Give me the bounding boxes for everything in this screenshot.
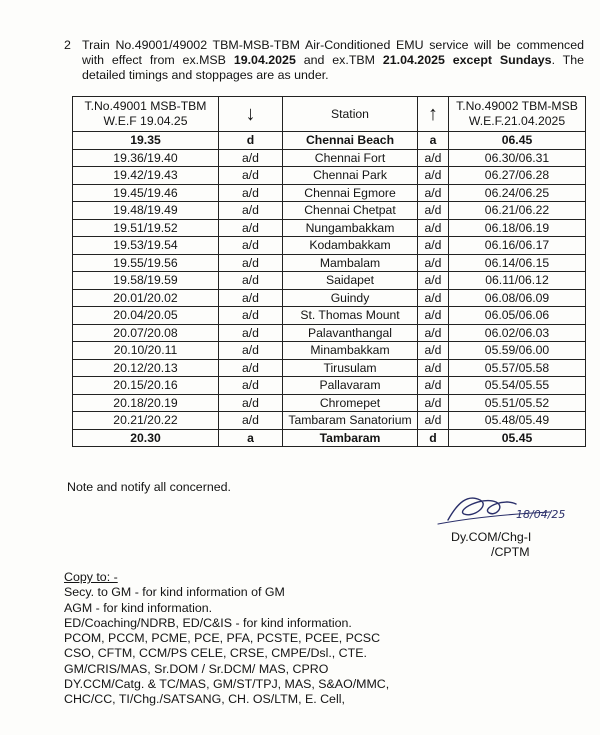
dn-code: a/d bbox=[219, 237, 283, 255]
timetable-body bbox=[73, 132, 586, 447]
station-name: Chennai Park bbox=[283, 167, 418, 185]
up-time: 06.45 bbox=[449, 132, 586, 150]
dn-code: a/d bbox=[219, 167, 283, 185]
station-name: Nungambakkam bbox=[283, 219, 418, 237]
paragraph-text bbox=[82, 38, 584, 83]
dn-time: 20.18/20.19 bbox=[73, 394, 219, 412]
table-row bbox=[73, 429, 586, 447]
designation bbox=[451, 530, 531, 560]
up-time: 06.24/06.25 bbox=[449, 184, 586, 202]
intro-paragraph bbox=[64, 38, 584, 83]
table-row bbox=[73, 219, 586, 237]
copy-to-line: AGM - for kind information. bbox=[64, 600, 213, 615]
up-time: 06.05/06.06 bbox=[449, 307, 586, 325]
dn-code: a/d bbox=[219, 202, 283, 220]
copy-to-line: CHC/CC, TI/Chg./SATSANG, CH. OS/LTM, E. Cell, bbox=[64, 692, 345, 707]
dn-time: 20.07/20.08 bbox=[73, 324, 219, 342]
dn-time: 19.55/19.56 bbox=[73, 254, 219, 272]
up-time: 05.59/06.00 bbox=[449, 342, 586, 360]
station-name: Chennai Chetpat bbox=[283, 202, 418, 220]
station-name: Chennai Egmore bbox=[283, 184, 418, 202]
station-name: St. Thomas Mount bbox=[283, 307, 418, 325]
up-code: d bbox=[418, 429, 449, 447]
station-name: Minambakkam bbox=[283, 342, 418, 360]
up-time: 06.08/06.09 bbox=[449, 289, 586, 307]
up-time: 06.18/06.19 bbox=[449, 219, 586, 237]
up-code: a/d bbox=[418, 202, 449, 220]
dn-code: a/d bbox=[219, 412, 283, 430]
dn-time: 19.35 bbox=[73, 132, 219, 150]
dn-time: 19.42/19.43 bbox=[73, 167, 219, 185]
paragraph-part2: and ex.TBM bbox=[295, 53, 383, 67]
copy-to-line: PCOM, PCCM, PCME, PCE, PFA, PCSTE, PCEE, PCSC bbox=[64, 631, 381, 646]
up-code: a/d bbox=[418, 359, 449, 377]
up-time: 06.02/06.03 bbox=[449, 324, 586, 342]
dn-time: 20.01/20.02 bbox=[73, 289, 219, 307]
up-time: 06.16/06.17 bbox=[449, 237, 586, 255]
dn-time: 20.10/20.11 bbox=[73, 342, 219, 360]
up-arrow-icon: ↑ bbox=[418, 97, 449, 132]
copy-to-line: DY.CCM/Catg. & TC/MAS, GM/ST/TPJ, MAS, S&AO/MMC, bbox=[64, 677, 390, 692]
up-code: a/d bbox=[418, 219, 449, 237]
table-row bbox=[73, 184, 586, 202]
dn-time: 20.15/20.16 bbox=[73, 377, 219, 395]
dn-time: 20.12/20.13 bbox=[73, 359, 219, 377]
header-right-line1: T.No.49002 TBM-MSB bbox=[456, 99, 578, 113]
header-left-line1: T.No.49001 MSB-TBM bbox=[84, 99, 207, 113]
signature-date: 18/04/25 bbox=[516, 508, 566, 521]
up-code: a/d bbox=[418, 377, 449, 395]
station-name: Chennai Beach bbox=[283, 132, 418, 150]
up-time: 06.14/06.15 bbox=[449, 254, 586, 272]
station-name: Chennai Fort bbox=[283, 149, 418, 167]
table-row bbox=[73, 289, 586, 307]
header-right-line2: W.E.F.21.04.2025 bbox=[468, 114, 566, 128]
dn-time: 19.58/19.59 bbox=[73, 272, 219, 290]
up-code: a/d bbox=[418, 237, 449, 255]
station-name: Palavanthangal bbox=[283, 324, 418, 342]
table-row bbox=[73, 342, 586, 360]
copy-to-heading: Copy to: - bbox=[64, 570, 118, 584]
dn-code: a/d bbox=[219, 219, 283, 237]
table-row bbox=[73, 324, 586, 342]
table-row bbox=[73, 202, 586, 220]
station-name: Tambaram Sanatorium bbox=[283, 412, 418, 430]
station-name: Saidapet bbox=[283, 272, 418, 290]
dn-time: 19.53/19.54 bbox=[73, 237, 219, 255]
station-name: Mambalam bbox=[283, 254, 418, 272]
table-row bbox=[73, 167, 586, 185]
designation-line1: Dy.COM/Chg-I bbox=[451, 530, 532, 544]
dn-code: a/d bbox=[219, 272, 283, 290]
table-row bbox=[73, 307, 586, 325]
copy-to-line: ED/Coaching/NDRB, ED/C&IS - for kind information. bbox=[64, 615, 352, 630]
header-left-line2: W.E.F 19.04.25 bbox=[103, 114, 188, 128]
up-code: a bbox=[418, 132, 449, 150]
timetable bbox=[72, 96, 586, 447]
dn-time: 19.36/19.40 bbox=[73, 149, 219, 167]
up-time: 05.51/05.52 bbox=[449, 394, 586, 412]
up-time: 06.11/06.12 bbox=[449, 272, 586, 290]
dn-time: 20.21/20.22 bbox=[73, 412, 219, 430]
up-time: 05.54/05.55 bbox=[449, 377, 586, 395]
dn-time: 19.48/19.49 bbox=[73, 202, 219, 220]
station-name: Tirusulam bbox=[283, 359, 418, 377]
table-row bbox=[73, 254, 586, 272]
table-row bbox=[73, 394, 586, 412]
up-code: a/d bbox=[418, 289, 449, 307]
up-time: 06.21/06.22 bbox=[449, 202, 586, 220]
dn-code: a/d bbox=[219, 342, 283, 360]
station-name: Chromepet bbox=[283, 394, 418, 412]
dn-code: a/d bbox=[219, 149, 283, 167]
up-code: a/d bbox=[418, 412, 449, 430]
up-code: a/d bbox=[418, 342, 449, 360]
up-code: a/d bbox=[418, 394, 449, 412]
paragraph-number: 2 bbox=[64, 38, 71, 52]
designation-line2: /CPTM bbox=[491, 545, 530, 559]
copy-to-line: CSO, CFTM, CCM/PS CELE, CRSE, CMPE/Dsl., CTE. bbox=[64, 646, 367, 661]
note-text: Note and notify all concerned. bbox=[67, 480, 231, 494]
timetable-header-row bbox=[73, 97, 586, 132]
copy-to-list bbox=[64, 585, 389, 707]
station-name: Pallavaram bbox=[283, 377, 418, 395]
table-row bbox=[73, 412, 586, 430]
header-train-49001 bbox=[73, 97, 219, 132]
dn-code: a/d bbox=[219, 394, 283, 412]
dn-time: 19.45/19.46 bbox=[73, 184, 219, 202]
dn-time: 20.30 bbox=[73, 429, 219, 447]
header-train-49002 bbox=[449, 97, 586, 132]
up-code: a/d bbox=[418, 149, 449, 167]
copy-to-block bbox=[64, 570, 389, 708]
up-code: a/d bbox=[418, 184, 449, 202]
dn-time: 19.51/19.52 bbox=[73, 219, 219, 237]
dn-code: a/d bbox=[219, 377, 283, 395]
table-row bbox=[73, 132, 586, 150]
up-code: a/d bbox=[418, 167, 449, 185]
dn-code: a/d bbox=[219, 289, 283, 307]
paragraph-part1: Train No.49001/49002 TBM-MSB-TBM Air-Conditioned EMU service will be commenced with effect from ex.MSB bbox=[82, 38, 584, 67]
station-name: Guindy bbox=[283, 289, 418, 307]
dn-code: d bbox=[219, 132, 283, 150]
table-row bbox=[73, 359, 586, 377]
station-name: Kodambakkam bbox=[283, 237, 418, 255]
dn-time: 20.04/20.05 bbox=[73, 307, 219, 325]
header-station: Station bbox=[283, 97, 418, 132]
table-row bbox=[73, 272, 586, 290]
copy-to-line: GM/CRIS/MAS, Sr.DOM / Sr.DCM/ MAS, CPRO bbox=[64, 661, 329, 676]
up-time: 05.48/05.49 bbox=[449, 412, 586, 430]
paragraph-date2: 21.04.2025 bbox=[382, 53, 445, 67]
down-arrow-icon: ↓ bbox=[219, 97, 283, 132]
up-time: 05.57/05.58 bbox=[449, 359, 586, 377]
dn-code: a/d bbox=[219, 324, 283, 342]
dn-code: a/d bbox=[219, 307, 283, 325]
copy-to-line: Secy. to GM - for kind information of GM bbox=[64, 585, 285, 600]
up-code: a/d bbox=[418, 254, 449, 272]
up-time: 06.30/06.31 bbox=[449, 149, 586, 167]
dn-code: a/d bbox=[219, 359, 283, 377]
paragraph-part3: . The detailed timings and stoppages are as under. bbox=[82, 53, 585, 82]
up-code: a/d bbox=[418, 324, 449, 342]
dn-code: a bbox=[219, 429, 283, 447]
up-time: 06.27/06.28 bbox=[449, 167, 586, 185]
table-row bbox=[73, 237, 586, 255]
paragraph-except: except Sundays bbox=[444, 53, 552, 67]
table-row bbox=[73, 377, 586, 395]
up-time: 05.45 bbox=[449, 429, 586, 447]
signature bbox=[430, 488, 580, 530]
up-code: a/d bbox=[418, 272, 449, 290]
dn-code: a/d bbox=[219, 254, 283, 272]
paragraph-date1: 19.04.2025 bbox=[233, 53, 296, 67]
table-row bbox=[73, 149, 586, 167]
dn-code: a/d bbox=[219, 184, 283, 202]
station-name: Tambaram bbox=[283, 429, 418, 447]
up-code: a/d bbox=[418, 307, 449, 325]
